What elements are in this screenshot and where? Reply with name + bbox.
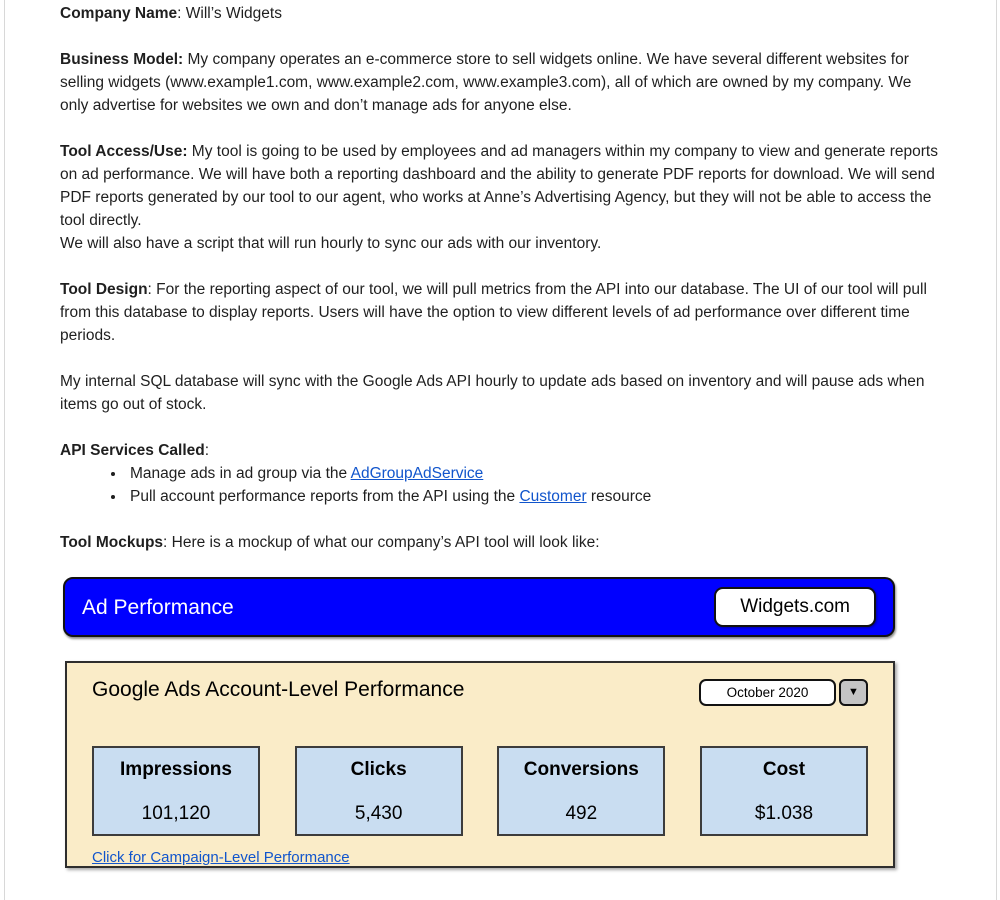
company-name-paragraph [60,2,942,25]
panel-header-row [92,678,868,706]
tool-access-line2: We will also have a script that will run hourly to sync our ads with our inventory. [60,235,602,252]
panel-title: Google Ads Account-Level Performance [92,678,465,701]
metric-label: Cost [762,759,806,780]
mockup-title: Ad Performance [82,595,234,619]
chevron-down-icon[interactable]: ▼ [839,679,868,706]
page-edge-right [996,0,997,900]
api-services-label: API Services Called [60,442,205,459]
metric-label: Impressions [120,759,232,780]
tool-access-label: Tool Access/Use: [60,143,188,160]
business-model-text: My company operates an e-commerce store to sell widgets online. We have several different websites for selling widgets (www.example1.com, www.example2.com, www.example3.com), all of which are owned by my company. We only advertise for websites we own and don’t manage ads for anyone else. [60,51,912,114]
metric-card-clicks [295,746,463,836]
metrics-row [92,746,868,836]
mockup-header-bar [63,577,895,637]
metric-card-cost [700,746,868,836]
api-services-list [60,462,942,508]
tool-mockups-label: Tool Mockups [60,534,164,551]
business-model-paragraph [60,48,942,117]
company-name-value: : Will’s Widgets [177,5,282,22]
api-services-colon: : [204,442,210,459]
metric-card-impressions [92,746,260,836]
tool-design-paragraph [60,278,942,347]
tool-mockups-paragraph [60,531,942,554]
tool-access-paragraph [60,140,942,255]
tool-access-text: My tool is going to be used by employees and ad managers within my company to view and generate reports on ad performance. We will have both a reporting dashboard and the ability to generate PDF reports for download. We will send PDF reports generated by our tool to our agent, who works at Anne’s Advertising Agency, but they will not be able to access the tool directly. [60,143,938,229]
metric-value: 492 [565,803,598,824]
api-services-heading [60,439,942,462]
adgroupadservice-link[interactable]: AdGroupAdService [350,465,484,482]
bullet-1-text: Manage ads in ad group via the [130,465,351,482]
sql-sync-paragraph: My internal SQL database will sync with the Google Ads API hourly to update ads based on inventory and will pause ads when items go out of stock. [60,373,925,413]
metric-value: 101,120 [141,803,211,824]
tool-mockups-text: : Here is a mockup of what our company’s API tool will look like: [163,534,600,551]
month-dropdown[interactable] [699,679,868,706]
page-edge-left [4,0,5,900]
campaign-level-link[interactable]: Click for Campaign-Level Performance [92,849,350,866]
panel-link-row [92,846,868,869]
tool-design-label: Tool Design [60,281,148,298]
list-item [126,462,942,485]
list-item [126,485,942,508]
metric-card-conversions [497,746,665,836]
customer-link[interactable]: Customer [519,488,587,505]
account-performance-panel [65,661,895,868]
bullet-2-text: Pull account performance reports from the API using the [130,488,520,505]
business-model-label: Business Model: [60,51,184,68]
tool-design-text: : For the reporting aspect of our tool, we will pull metrics from the API into our database. The UI of our tool will pull from this database to display reports. Users will have the option to view different levels of ad performance over different time periods. [60,281,927,344]
bullet-2-post: resource [586,488,652,505]
metric-label: Clicks [350,759,407,780]
metric-value: 5,430 [354,803,403,824]
month-dropdown-value[interactable]: October 2020 [699,679,836,706]
metric-label: Conversions [523,759,639,780]
metric-value: $1.038 [754,803,814,824]
widgets-site-button[interactable]: Widgets.com [714,587,876,627]
company-name-label: Company Name [60,5,178,22]
